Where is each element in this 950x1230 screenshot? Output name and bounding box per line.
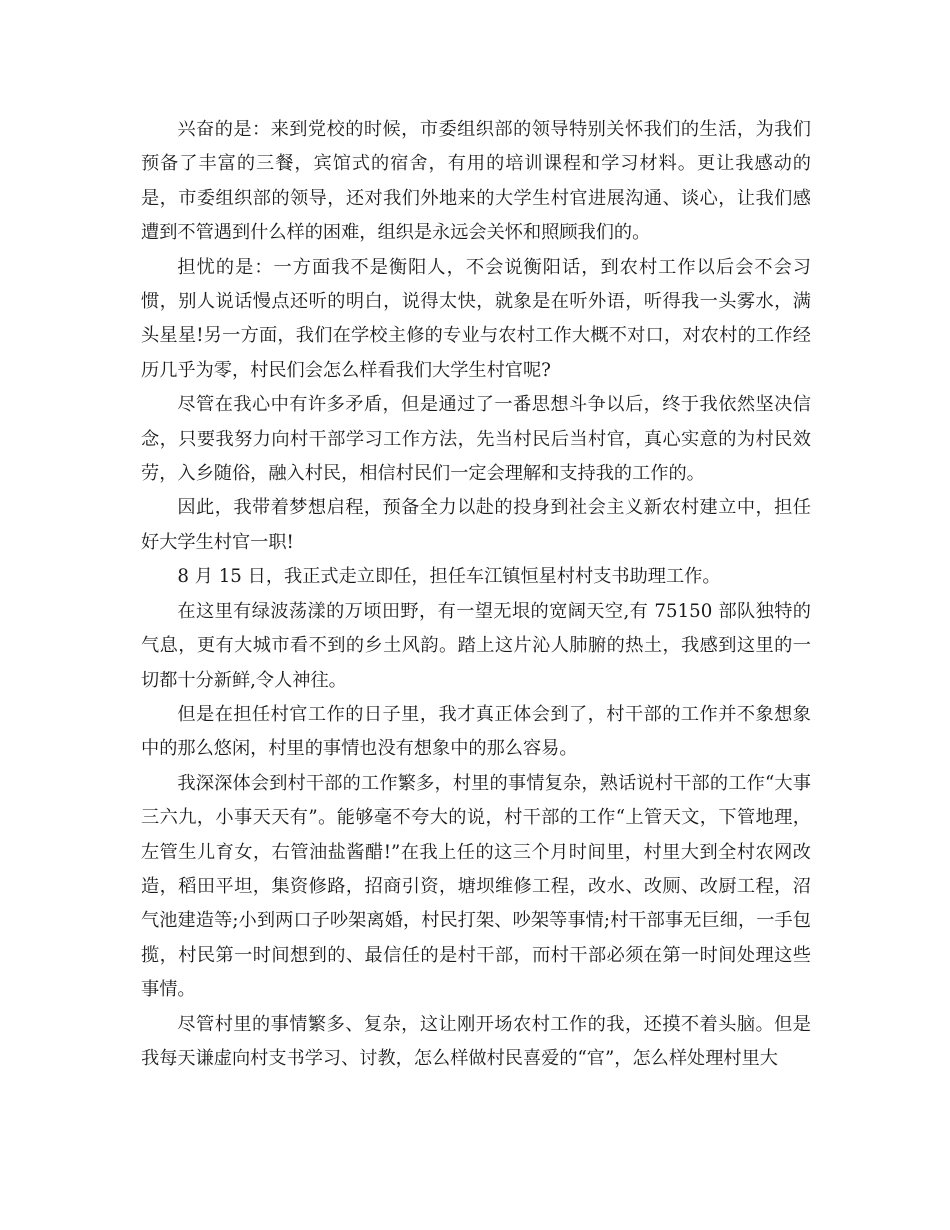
paragraph-departure: 因此，我带着梦想启程，预备全力以赴的投身到社会主义新农村建立中，担任好大学生村官一职! bbox=[141, 497, 811, 553]
paragraph-excitement: 兴奋的是：来到党校的时候，市委组织部的领导特别关怀我们的生活，为我们预备了丰富的三餐，宾馆式的宿舍，有用的培训课程和学习材料。更让我感动的是，市委组织部的领导，还对我们外地来的大学生村官进展沟通、谈心，让我们感遭到不管遇到什么样的困难，组织是永远会关怀和照顾我们的。 bbox=[141, 119, 811, 244]
document-body bbox=[141, 113, 811, 1076]
paragraph-learning: 尽管村里的事情繁多、复杂，这让刚开场农村工作的我，还摸不着头脑。但是我每天谦虚向村支书学习、讨教，怎么样做村民喜爱的“官”，怎么样处理村里大 bbox=[141, 1013, 811, 1069]
paragraph-appointment-date: 8 月 15 日，我正式走立即任，担任车江镇恒星村村支书助理工作。 bbox=[177, 566, 721, 588]
paragraph-worries: 担忧的是：一方面我不是衡阳人，不会说衡阳话，到农村工作以后会不会习惯，别人说话慢点还听的明白，说得太快，就象是在听外语，听得我一头雾水，满头星星!另一方面，我们在学校主修的专业与农村工作大概不对口，对农村的工作经历几乎为零，村民们会怎么样看我们大学生村官呢? bbox=[141, 256, 811, 381]
paragraph-realization: 但是在担任村官工作的日子里，我才真正体会到了，村干部的工作并不象想象中的那么悠闲，村里的事情也没有想象中的那么容易。 bbox=[141, 703, 811, 760]
paragraph-village-scenery: 在这里有绿波荡漾的万顷田野，有一望无垠的宽阔天空,有 75150 部队独特的气息，更有大城市看不到的乡土风韵。踏上这片沁人肺腑的热土，我感到这里的一切都十分新鲜,令人神往。 bbox=[141, 600, 811, 691]
paragraph-village-affairs: 我深深体会到村干部的工作繁多，村里的事情复杂，熟话说村干部的工作“大事三六九，小事天天有”。能够毫不夸大的说，村干部的工作“上管天文，下管地理，左管生儿育女，右管油盐酱醋!”在我上任的这三个月时间里，村里大到全村农网改造，稻田平坦，集资修路，招商引资，塘坝维修工程，改水、改厕、改厨工程，沼气池建造等;小到两口子吵架离婚，村民打架、吵架等事情;村干部事无巨细，一手包揽，村民第一时间想到的、最信任的是村干部，而村干部必须在第一时间处理这些事情。 bbox=[141, 772, 811, 1001]
paragraph-resolve: 尽管在我心中有许多矛盾，但是通过了一番思想斗争以后，终于我依然坚决信念，只要我努力向村干部学习工作方法，先当村民后当村官，真心实意的为村民效劳，入乡随俗，融入村民，相信村民们一定会理解和支持我的工作的。 bbox=[141, 394, 811, 485]
